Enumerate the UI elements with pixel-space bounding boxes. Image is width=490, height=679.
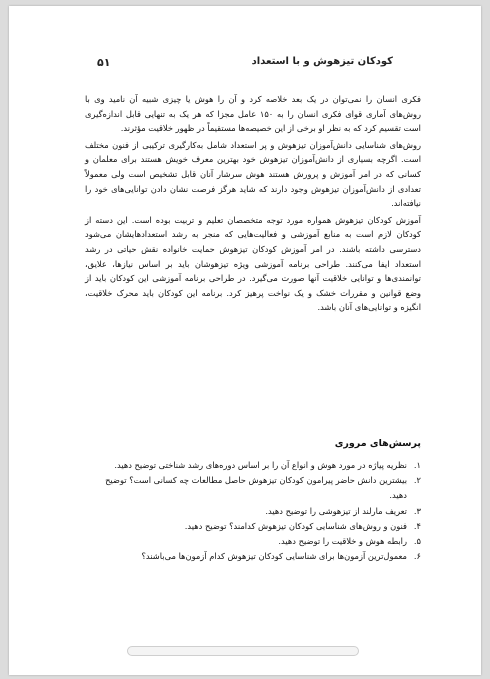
question-number: ۶. [413, 551, 421, 562]
question-item [85, 458, 421, 473]
page-number: ۵۱ [97, 56, 111, 69]
document-page [9, 6, 481, 675]
question-text: رابطه هوش و خلاقیت را توضیح دهید. [278, 536, 407, 547]
horizontal-scrollbar[interactable] [127, 646, 359, 656]
paragraph: روش‌های شناسایی دانش‌آموزان تیزهوش و پر استعداد شامل به‌کارگیری ترکیبی از فنون مختلف است. اگرچه بسیاری از دانش‌آموزان تیزهوش خود بهترین معرف خویش هستند برای معلمان و کسانی که در امر آموزش و پرورش هستند هوش سرشار آنان قابل تشخیص است ولی معمولاً تعدادی از دانش‌آموزان تیزهوش وجود دارند که شاید هرگز فرصت نشان دادن توانایی‌های خود را نیافته‌اند. [85, 139, 421, 209]
question-item [85, 504, 421, 519]
section-title: پرسش‌های مروری [334, 438, 421, 449]
question-text: معمول‌ترین آزمون‌ها برای شناسایی کودکان تیزهوش کدام آزمون‌ها می‌باشند؟ [141, 551, 407, 562]
question-number: ۴. [413, 520, 421, 531]
question-item [85, 534, 421, 549]
running-head-title: کودکان تیزهوش و با استعداد [251, 56, 393, 67]
body-text [85, 92, 421, 317]
question-text: فنون و روش‌های شناسایی کودکان تیزهوش کدامند؟ توضیح دهید. [184, 520, 407, 531]
question-text: بیشترین دانش حاضر پیرامون کودکان تیزهوش حاصل مطالعات چه کسانی است؟ توضیح دهید. [105, 475, 407, 501]
question-text: تعریف مارلند از تیزهوشی را توضیح دهید. [265, 505, 407, 516]
question-item [85, 473, 421, 503]
review-questions [85, 458, 421, 564]
question-item [85, 519, 421, 534]
question-text: نظریه پیاژه در مورد هوش و انواع آن را بر اساس دوره‌های رشد شناختی توضیح دهید. [114, 460, 407, 470]
question-number: ۱. [413, 460, 421, 470]
paragraph: فکری انسان را نمی‌توان در یک بعد خلاصه کرد و آن را هوش یا چیزی شبیه آن نامید وی با روش‌های آماری قوای فکری انسان را به ۱۵۰ عامل مجزا که هر یک به تنهایی قابل اندازه‌گیری است تقسیم کرد که به نظر او برخی از این خصیصه‌ها مستقیماً در ظهور خلاقیت مؤثرند. [85, 94, 422, 134]
question-number: ۵. [413, 536, 421, 547]
question-item [85, 549, 421, 564]
paragraph: آموزش کودکان تیزهوش همواره مورد توجه متخصصان تعلیم و تربیت بوده است. این دسته از کودکان لازم است به منابع آموزشی و فعالیت‌هایی که منجر به رشد استعدادهایشان می‌شود دسترسی داشته باشند. در امر آموزش کودکان تیزهوش حمایت خانواده نقش حیاتی در رشد استعداد ایفا می‌کنند. طراحی برنامه آموزشی ویژه تیزهوشان باید بر اساس نیازها، علایق، توانمندی‌ها و توانایی خلاقیت آنها صورت می‌گیرد. در طراحی برنامه آموزشی این کودکان باید از وضع قوانین و مقررات خشک و یک نواخت پرهیز کرد. برنامه این کودکان باید محرک خلاقیت، انگیزه و توانایی‌های آنان باشد. [85, 214, 421, 313]
question-number: ۳. [413, 505, 421, 516]
question-number: ۲. [413, 475, 421, 486]
running-head [97, 56, 393, 72]
